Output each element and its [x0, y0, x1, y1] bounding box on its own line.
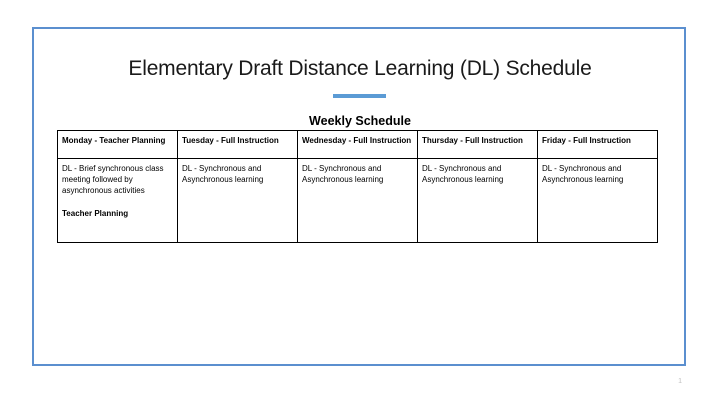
header-monday: Monday - Teacher Planning [58, 131, 178, 159]
cell-friday [538, 159, 658, 243]
table-caption: Weekly Schedule [309, 114, 411, 128]
title-underline [333, 94, 386, 98]
page-number: 1 [678, 378, 682, 385]
table-header-row [58, 131, 658, 159]
weekly-schedule-table [57, 130, 658, 243]
cell-wednesday [298, 159, 418, 243]
cell-tuesday [178, 159, 298, 243]
cell-wednesday-text: DL - Synchronous and Asynchronous learning [302, 164, 384, 184]
cell-monday [58, 159, 178, 243]
cell-tuesday-text: DL - Synchronous and Asynchronous learning [182, 164, 264, 184]
cell-friday-text: DL - Synchronous and Asynchronous learning [542, 164, 624, 184]
cell-monday-extra: Teacher Planning [62, 209, 129, 218]
header-wednesday: Wednesday - Full Instruction [298, 131, 418, 159]
table-row [58, 159, 658, 243]
slide-title: Elementary Draft Distance Learning (DL) Schedule [128, 57, 592, 80]
cell-thursday-text: DL - Synchronous and Asynchronous learning [422, 164, 504, 184]
header-tuesday: Tuesday - Full Instruction [178, 131, 298, 159]
header-thursday: Thursday - Full Instruction [418, 131, 538, 159]
cell-monday-text: DL - Brief synchronous class meeting followed by asynchronous activities [62, 164, 164, 195]
cell-thursday [418, 159, 538, 243]
header-friday: Friday - Full Instruction [538, 131, 658, 159]
